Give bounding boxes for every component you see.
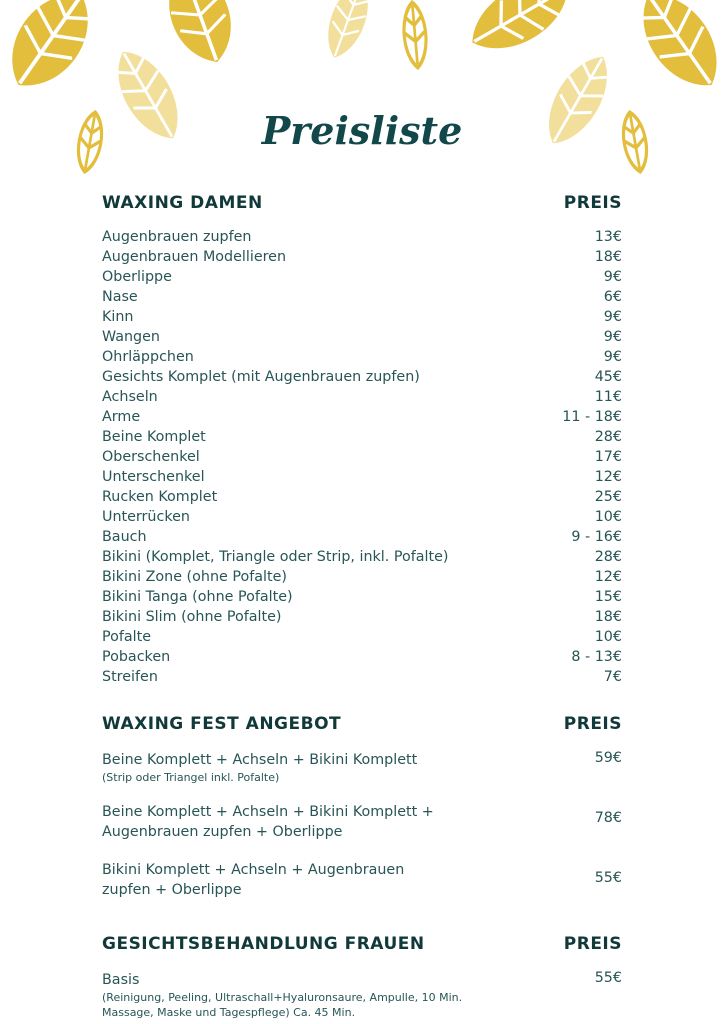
list-item bbox=[102, 347, 622, 367]
item-price: 12€ bbox=[594, 469, 622, 485]
item-name: Achseln bbox=[102, 389, 158, 405]
item-price: 9€ bbox=[603, 349, 622, 365]
item-price: 59€ bbox=[594, 750, 622, 766]
leaf-icon bbox=[156, 0, 244, 72]
item-price: 55€ bbox=[594, 970, 622, 986]
item-price: 15€ bbox=[594, 589, 622, 605]
item-name: Oberlippe bbox=[102, 269, 172, 285]
item-price: 11 - 18€ bbox=[562, 409, 622, 425]
leaf-icon bbox=[319, 0, 378, 63]
leaf-icon bbox=[459, 0, 581, 65]
list-item bbox=[102, 407, 622, 427]
list-item bbox=[102, 587, 622, 607]
list-item bbox=[102, 427, 622, 447]
item-name: Kinn bbox=[102, 309, 134, 325]
item-price: 55€ bbox=[594, 870, 622, 886]
list-item bbox=[102, 267, 622, 287]
item-price: 8 - 13€ bbox=[571, 649, 622, 665]
section-header bbox=[102, 934, 622, 954]
item-price: 7€ bbox=[603, 669, 622, 685]
list-item bbox=[102, 527, 622, 547]
item-price: 10€ bbox=[594, 509, 622, 525]
item-name: Gesichts Komplet (mit Augenbrauen zupfen) bbox=[102, 369, 420, 385]
list-item bbox=[102, 970, 622, 1020]
list-item bbox=[102, 547, 622, 567]
list-item bbox=[102, 750, 622, 802]
item-name: Pofalte bbox=[102, 629, 152, 645]
item-name: Pobacken bbox=[102, 649, 171, 665]
item-price: 13€ bbox=[594, 229, 622, 245]
item-name: Augenbrauen Modellieren bbox=[102, 249, 287, 265]
item-price: 45€ bbox=[594, 369, 622, 385]
list-item bbox=[102, 467, 622, 487]
section-title: WAXING FEST ANGEBOT bbox=[102, 714, 342, 734]
list-item bbox=[102, 227, 622, 247]
price-column-header: PREIS bbox=[563, 714, 622, 734]
item-name: Bikini Komplett + Achseln + Augenbrauen zupfen + Oberlippe bbox=[102, 862, 405, 898]
list-item bbox=[102, 307, 622, 327]
item-name: Arme bbox=[102, 409, 141, 425]
list-item bbox=[102, 487, 622, 507]
price-column-header: PREIS bbox=[563, 193, 622, 213]
list-item bbox=[102, 447, 622, 467]
list-item bbox=[102, 247, 622, 267]
list-item bbox=[102, 607, 622, 627]
item-price: 9 - 16€ bbox=[571, 529, 622, 545]
item-name: Rucken Komplet bbox=[102, 489, 218, 505]
item-name: Oberschenkel bbox=[102, 449, 200, 465]
list-item bbox=[102, 567, 622, 587]
page-title: Preisliste bbox=[261, 108, 463, 153]
item-name: Beine Komplett + Achseln + Bikini Komplett + Augenbrauen zupfen + Oberlippe bbox=[102, 804, 434, 840]
item-name: Streifen bbox=[102, 669, 158, 685]
item-price: 9€ bbox=[603, 329, 622, 345]
list-item bbox=[102, 802, 622, 860]
item-name: Unterschenkel bbox=[102, 469, 205, 485]
item-price: 78€ bbox=[594, 810, 622, 826]
item-price: 25€ bbox=[594, 489, 622, 505]
item-price: 9€ bbox=[603, 309, 622, 325]
list-item bbox=[102, 387, 622, 407]
list-item bbox=[102, 367, 622, 387]
section-gesichtsbehandlung bbox=[102, 934, 622, 1020]
item-price: 28€ bbox=[594, 549, 622, 565]
list-item bbox=[102, 627, 622, 647]
section-title: GESICHTSBEHANDLUNG FRAUEN bbox=[102, 934, 425, 954]
item-name: Beine Komplet bbox=[102, 429, 206, 445]
leaf-icon bbox=[0, 0, 107, 103]
item-name: Nase bbox=[102, 289, 138, 305]
item-name: Bikini (Komplet, Triangle oder Strip, inkl. Pofalte) bbox=[102, 549, 449, 565]
item-name: Bikini Zone (ohne Pofalte) bbox=[102, 569, 287, 585]
item-name: Bauch bbox=[102, 529, 147, 545]
item-name: Augenbrauen zupfen bbox=[102, 229, 252, 245]
item-name: Unterrücken bbox=[102, 509, 190, 525]
list-item bbox=[102, 860, 622, 900]
item-name: Wangen bbox=[102, 329, 160, 345]
item-price: 28€ bbox=[594, 429, 622, 445]
item-price: 18€ bbox=[594, 249, 622, 265]
section-waxing-angebot bbox=[102, 714, 622, 900]
item-price: 17€ bbox=[594, 449, 622, 465]
item-note: (Strip oder Triangel inkl. Pofalte) bbox=[102, 771, 280, 784]
item-name: Bikini Slim (ohne Pofalte) bbox=[102, 609, 282, 625]
section-waxing-damen bbox=[102, 193, 622, 687]
leaf-icon bbox=[625, 0, 724, 102]
list-item bbox=[102, 287, 622, 307]
item-price: 12€ bbox=[594, 569, 622, 585]
price-list bbox=[102, 227, 622, 687]
item-price: 6€ bbox=[603, 289, 622, 305]
item-note: (Reinigung, Peeling, Ultraschall+Hyaluronsaure, Ampulle, 10 Min. Massage, Maske und Tagespflege) Ca. 45 Min. bbox=[102, 991, 463, 1019]
price-column-header: PREIS bbox=[563, 934, 622, 954]
section-header bbox=[102, 193, 622, 213]
list-item bbox=[102, 327, 622, 347]
item-name: Beine Komplett + Achseln + Bikini Komplett bbox=[102, 752, 418, 768]
leaf-icon bbox=[401, 2, 428, 69]
section-title: WAXING DAMEN bbox=[102, 193, 263, 213]
item-name: Ohrläppchen bbox=[102, 349, 194, 365]
item-name: Basis bbox=[102, 972, 140, 988]
list-item bbox=[102, 507, 622, 527]
item-name: Bikini Tanga (ohne Pofalte) bbox=[102, 589, 293, 605]
leaf-decoration bbox=[0, 0, 724, 200]
section-header bbox=[102, 714, 622, 734]
item-price: 18€ bbox=[594, 609, 622, 625]
item-price: 9€ bbox=[603, 269, 622, 285]
list-item bbox=[102, 667, 622, 687]
list-item bbox=[102, 647, 622, 667]
item-price: 11€ bbox=[594, 389, 622, 405]
item-price: 10€ bbox=[594, 629, 622, 645]
